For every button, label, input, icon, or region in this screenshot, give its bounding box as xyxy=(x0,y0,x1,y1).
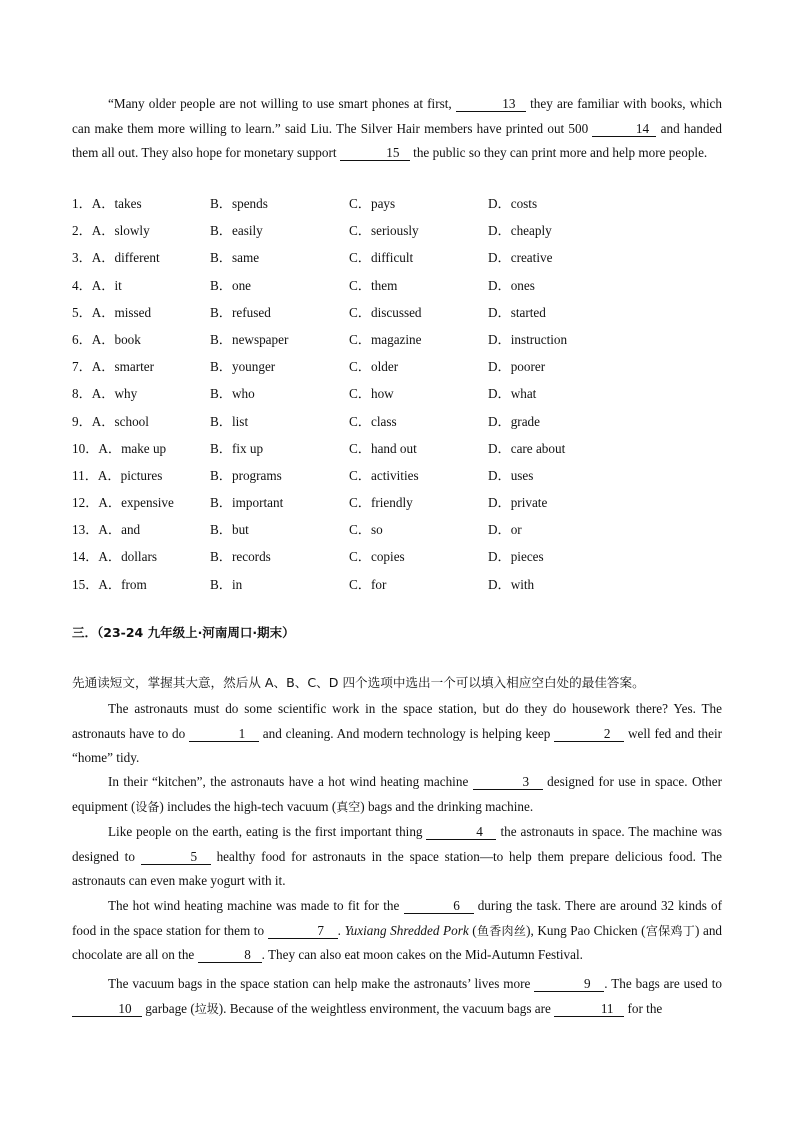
option-text: A．takes xyxy=(91,196,142,211)
option-a xyxy=(72,516,140,543)
option-row xyxy=(72,571,722,598)
option-b xyxy=(210,489,283,516)
question-number: 3． xyxy=(72,250,92,266)
option-b xyxy=(210,326,288,353)
option-c xyxy=(349,272,397,299)
option-b xyxy=(210,408,248,435)
option-text: B．records xyxy=(210,549,271,565)
option-d xyxy=(488,244,552,271)
option-text: B．one xyxy=(210,277,252,293)
option-text: D．what xyxy=(488,386,537,402)
option-text: A．dollars xyxy=(98,549,157,565)
option-text: C．copies xyxy=(349,549,405,565)
option-text: C．friendly xyxy=(349,495,413,511)
option-row xyxy=(72,272,722,299)
option-b xyxy=(210,516,249,543)
option-b xyxy=(210,244,259,271)
option-text: D．or xyxy=(488,522,522,538)
option-text: D．with xyxy=(488,576,535,592)
option-text: A．pictures xyxy=(97,467,163,483)
option-text: C．pays xyxy=(349,196,396,211)
option-c xyxy=(349,571,386,598)
question-number: 5． xyxy=(72,304,92,320)
option-text: B．spends xyxy=(210,196,268,211)
option-a xyxy=(72,543,157,570)
option-d xyxy=(488,489,547,516)
option-text: D．private xyxy=(488,495,548,511)
question-number: 8． xyxy=(72,386,92,402)
option-text: B．in xyxy=(210,576,243,592)
question-number: 14． xyxy=(72,549,99,565)
option-c xyxy=(349,543,405,570)
option-text: B．newspaper xyxy=(210,331,289,347)
option-b xyxy=(210,380,255,407)
passage-text: and handed them all out. They also hope for monetary support xyxy=(72,120,722,160)
option-text: D．cheaply xyxy=(488,223,552,239)
option-row xyxy=(72,543,722,570)
option-text: B．important xyxy=(210,495,284,511)
option-row xyxy=(72,408,722,435)
passage-paragraph-5: The vacuum bags in the space station can help make the astronauts’ lives more 9 . The bags are used to 10 garbage (垃圾). Because of the weightless environment, the vacuum bags are 11 for the xyxy=(72,972,722,1021)
option-text: A．school xyxy=(91,413,149,429)
option-c xyxy=(349,326,422,353)
option-b xyxy=(210,272,251,299)
option-text: B．same xyxy=(210,250,260,266)
option-b xyxy=(210,435,263,462)
option-c xyxy=(349,435,417,462)
option-text: D．instruction xyxy=(488,331,568,347)
option-d xyxy=(488,299,546,326)
blank-3: 3 xyxy=(473,774,543,790)
question-number: 11． xyxy=(72,467,98,483)
option-text: D．started xyxy=(488,304,546,320)
blank-14: 14 xyxy=(592,121,656,137)
option-row xyxy=(72,489,722,516)
option-text: A．slowly xyxy=(91,223,150,239)
question-number: 4． xyxy=(72,277,92,293)
option-a xyxy=(72,571,147,598)
option-text: C．activities xyxy=(349,467,419,483)
option-text: A．expensive xyxy=(98,495,174,511)
blank-7: 7 xyxy=(268,923,338,939)
option-b xyxy=(210,299,271,326)
blank-4: 4 xyxy=(426,824,496,840)
option-c xyxy=(349,353,398,380)
option-text: C．hand out xyxy=(349,440,417,456)
option-d xyxy=(488,408,540,435)
question-number: 9． xyxy=(72,413,92,429)
option-d xyxy=(488,516,522,543)
option-text: D．poorer xyxy=(488,359,546,375)
option-c xyxy=(349,408,397,435)
passage-paragraph xyxy=(72,92,722,166)
passage-paragraph-3: Like people on the earth, eating is the first important thing 4 the astronauts in space. The machine was designed to 5 healthy food for astronauts in the space station—to help them prepare delicious food. The astronauts can even make yogurt with it. xyxy=(72,824,723,888)
option-text: D．ones xyxy=(488,277,535,293)
section-heading: 三．（23-24 九年级上·河南周口·期末） xyxy=(72,625,295,640)
option-text: A．smarter xyxy=(91,359,155,375)
option-c xyxy=(349,244,413,271)
option-row xyxy=(72,516,722,543)
option-b xyxy=(210,190,268,217)
option-text: A．it xyxy=(91,277,122,293)
question-number: 2． xyxy=(72,223,92,239)
question-number: 12． xyxy=(72,495,99,511)
option-a xyxy=(72,244,160,271)
option-text: C．older xyxy=(349,359,399,375)
option-text: C．how xyxy=(349,386,394,402)
option-a xyxy=(72,272,122,299)
section-instruction: 先通读短文，掌握其大意，然后从 A、B、C、D 四个选项中选出一个可以填入相应空白处的最佳答案。 xyxy=(72,675,645,690)
option-row xyxy=(72,353,722,380)
option-c xyxy=(349,462,419,489)
option-b xyxy=(210,353,275,380)
option-text: A．why xyxy=(91,386,138,402)
option-text: B．list xyxy=(210,413,249,429)
option-text: A．from xyxy=(98,576,147,592)
blank-8: 8 xyxy=(198,947,262,963)
option-text: C．seriously xyxy=(349,223,419,239)
question-number: 13． xyxy=(72,522,99,538)
question-number: 10． xyxy=(72,440,99,456)
option-text: D．grade xyxy=(488,413,540,429)
option-text: D．creative xyxy=(488,250,553,266)
passage-paragraph-2: In their “kitchen”, the astronauts have a hot wind heating machine 3 designed for use in space. Other equipment (设备) includes the high-tech vacuum (真空) bags and the drinking machine. xyxy=(72,774,723,814)
option-row xyxy=(72,190,722,217)
option-row xyxy=(72,462,722,489)
passage-paragraph-1: The astronauts must do some scientific work in the space station, but do they do housework there? Yes. The astronauts have to do 1 and cleaning. And modern technology is helping keep 2 well fed and their “home” tidy. xyxy=(72,701,723,765)
option-row xyxy=(72,435,722,462)
option-text: B．who xyxy=(210,386,255,402)
option-d xyxy=(488,435,565,462)
option-d xyxy=(488,353,545,380)
option-text: C．discussed xyxy=(349,304,422,320)
option-row xyxy=(72,299,722,326)
blank-6: 6 xyxy=(404,898,474,914)
option-d xyxy=(488,272,535,299)
question-number: 1． xyxy=(72,196,92,211)
option-text: A．missed xyxy=(91,304,152,320)
option-text: C．difficult xyxy=(349,250,414,266)
option-a xyxy=(72,217,150,244)
passage-text: “Many older people are not willing to use smart phones at first, xyxy=(108,96,452,111)
option-text: C．them xyxy=(349,277,398,293)
option-text: D．care about xyxy=(488,440,566,456)
options-list xyxy=(72,190,722,598)
passage-text: the public so they can print more and help more people. xyxy=(413,145,708,160)
option-a xyxy=(72,299,151,326)
option-row xyxy=(72,380,722,407)
blank-11: 11 xyxy=(554,1001,624,1017)
option-row xyxy=(72,217,722,244)
blank-15: 15 xyxy=(340,145,410,161)
option-d xyxy=(488,326,567,353)
option-a xyxy=(72,462,162,489)
option-c xyxy=(349,299,422,326)
option-a xyxy=(72,489,174,516)
blank-2: 2 xyxy=(554,726,624,742)
option-text: B．easily xyxy=(210,223,263,239)
option-text: B．programs xyxy=(210,467,282,483)
option-a xyxy=(72,326,141,353)
option-text: B．but xyxy=(210,522,249,538)
option-text: A．and xyxy=(98,522,141,538)
option-row xyxy=(72,326,722,353)
option-a xyxy=(72,190,142,217)
blank-9: 9 xyxy=(534,976,604,992)
option-a xyxy=(72,435,166,462)
blank-13: 13 xyxy=(456,96,526,112)
option-text: A．make up xyxy=(98,440,167,456)
blank-10: 10 xyxy=(72,1001,142,1017)
option-text: A．book xyxy=(91,331,141,347)
option-d xyxy=(488,462,533,489)
passage-text: they are familiar with books, which can make them more willing to learn.” said Liu. The Silver Hair members have printed out 500 xyxy=(72,96,722,136)
option-text: D．costs xyxy=(488,196,538,211)
option-text: B．refused xyxy=(210,304,271,320)
option-b xyxy=(210,217,263,244)
option-c xyxy=(349,380,394,407)
option-b xyxy=(210,543,271,570)
option-text: C．magazine xyxy=(349,331,422,347)
option-b xyxy=(210,462,282,489)
option-text: B．younger xyxy=(210,359,276,375)
option-text: C．class xyxy=(349,413,397,429)
question-number: 7． xyxy=(72,359,92,375)
option-d xyxy=(488,571,534,598)
blank-1: 1 xyxy=(189,726,259,742)
question-number: 6． xyxy=(72,331,92,347)
option-text: C．for xyxy=(349,576,387,592)
option-text: D．pieces xyxy=(488,549,544,565)
option-text: D．uses xyxy=(488,467,534,483)
option-d xyxy=(488,190,537,217)
option-text: C．so xyxy=(349,522,383,538)
option-a xyxy=(72,408,149,435)
option-c xyxy=(349,217,419,244)
option-b xyxy=(210,571,242,598)
option-a xyxy=(72,380,137,407)
option-d xyxy=(488,380,536,407)
blank-5: 5 xyxy=(141,849,211,865)
option-row xyxy=(72,244,722,271)
option-c xyxy=(349,516,383,543)
option-text: B．fix up xyxy=(210,440,264,456)
option-d xyxy=(488,217,552,244)
passage-paragraph-4: The hot wind heating machine was made to fit for the 6 during the task. There are around 32 kinds of food in the space station for them to 7 . Yuxiang Shredded Pork (鱼香肉丝), Kung Pao Chicken (宫保鸡丁) and chocolate are all on the 8 . They can also eat moon cakes on the Mid-Autumn Festival. xyxy=(72,898,723,962)
option-d xyxy=(488,543,544,570)
option-c xyxy=(349,190,395,217)
option-a xyxy=(72,353,154,380)
option-text: A．different xyxy=(91,250,160,266)
question-number: 15． xyxy=(72,576,99,592)
option-c xyxy=(349,489,413,516)
